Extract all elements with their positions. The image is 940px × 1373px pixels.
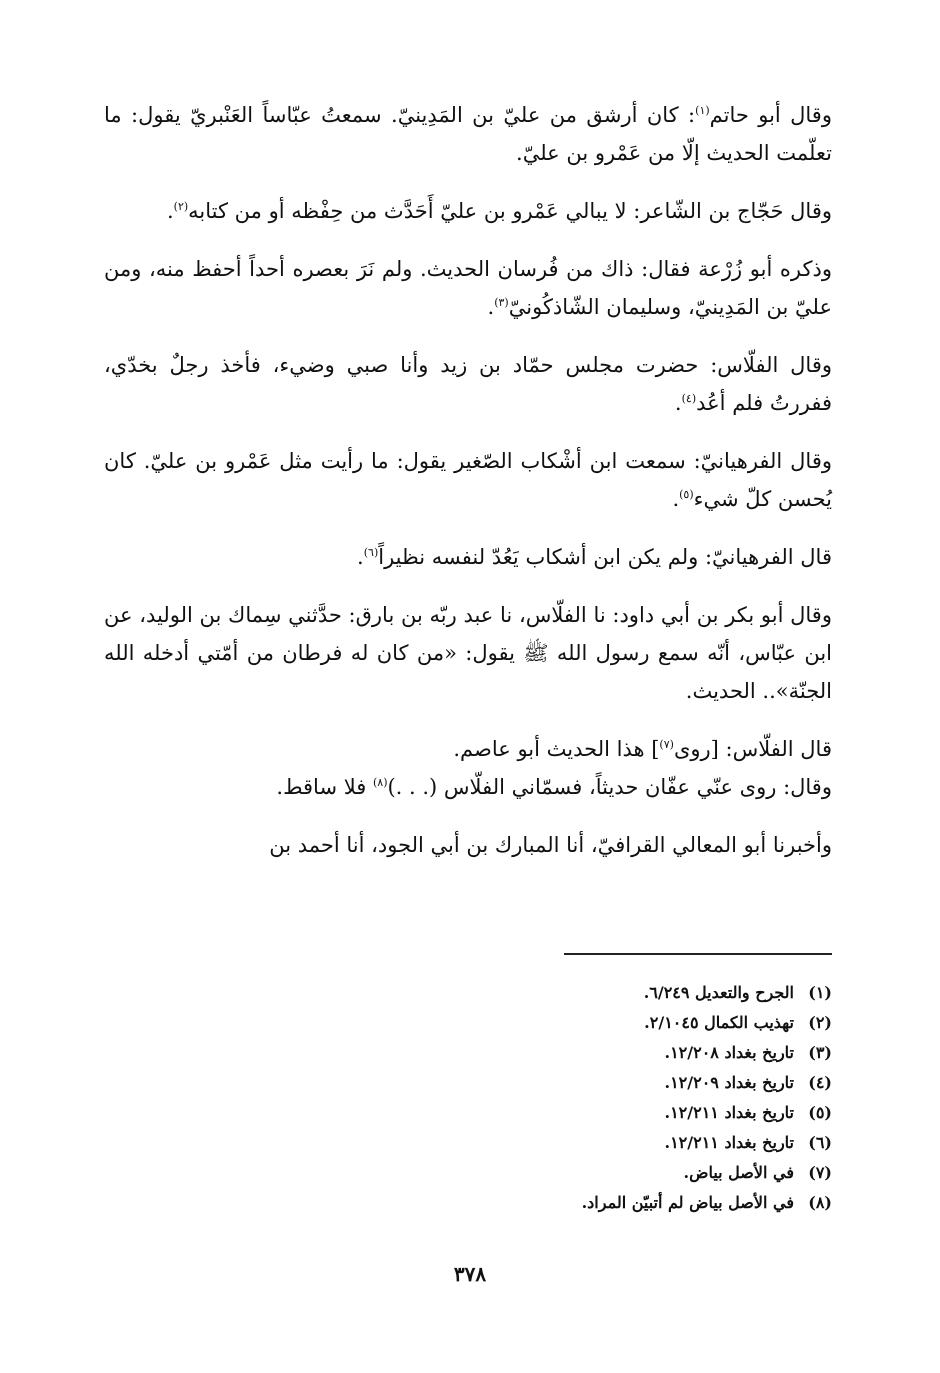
paragraph <box>104 538 832 576</box>
paragraph <box>104 192 832 230</box>
footnote-separator <box>564 953 832 955</box>
footnote-number: (٢) <box>808 1013 832 1032</box>
footnote-number: (٤) <box>808 1073 832 1092</box>
paragraph-text: . <box>674 391 682 415</box>
footnote-text: تاريخ بغداد ١٢/٢١١. <box>664 1103 794 1122</box>
paragraph-text: وقال أبو بكر بن أبي داود: نا الفلّاس، نا عبد ربّه بن بارق: حدَّثني سِماك بن الوليد، عن ابن عبّاس، أنّه سمع رسول الله ﷺ يقول: «من كان له فرطان من أمّتي أدخله الله الجنّة».. الحديث. <box>104 603 832 703</box>
footnote <box>412 1158 832 1188</box>
paragraph-text: وقال الفرهيانيّ: سمعت ابن أشْكاب الصّغير يقول: ما رأيت مثل عَمْرو بن عليّ. كان يُحسن كلّ شيء <box>104 449 832 511</box>
footnote <box>412 1128 832 1158</box>
paragraph-text: وقال أبو حاتم <box>709 103 832 127</box>
footnote-number: (١) <box>808 983 832 1002</box>
footnote-number: (٦) <box>808 1133 832 1152</box>
paragraph <box>104 768 832 806</box>
paragraph-text: : كان أرشق من عليّ بن المَدِينيّ. سمعتُ عبّاساً العَنْبريّ يقول: ما تعلّمت الحديث إلّا من عَمْرو بن عليّ. <box>104 103 832 165</box>
paragraph-text: وقال الفلّاس: حضرت مجلس حمّاد بن زيد وأنا صبي وضيء، فأخذ رجلٌ بخدّي، ففررتُ فلم أعُد <box>104 353 832 415</box>
footnote <box>412 1188 832 1218</box>
footnote-marker: (١) <box>695 104 710 117</box>
paragraph-text: قال الفلّاس: [روى <box>673 737 832 761</box>
paragraph <box>104 96 832 172</box>
footnote <box>412 1068 832 1098</box>
paragraph-text: قال الفرهيانيّ: ولم يكن ابن أشكاب يَعُدّ لنفسه نظيراً <box>378 545 832 569</box>
footnote-text: تاريخ بغداد ١٢/٢٠٩. <box>664 1073 794 1092</box>
footnote-marker: (٢) <box>173 200 189 213</box>
footnote-number: (٧) <box>808 1163 832 1182</box>
footnote-marker: (٨) <box>372 776 388 789</box>
paragraph-text: . <box>487 295 495 319</box>
footnote-text: في الأصل بياض لم أتبيّن المراد. <box>581 1193 794 1212</box>
paragraph-text: وأخبرنا أبو المعالي القرافيّ، أنا المبارك بن أبي الجود، أنا أحمد بن <box>269 833 832 857</box>
paragraph <box>104 346 832 422</box>
footnote-marker: (٧) <box>659 738 674 751</box>
footnotes <box>412 978 832 1218</box>
footnote-marker: (٦) <box>363 546 379 559</box>
paragraph <box>104 442 832 518</box>
page-number: ٣٧٨ <box>453 1262 487 1286</box>
footnote-marker: (٥) <box>679 488 694 501</box>
paragraph-text: فلا ساقط. <box>276 775 373 799</box>
footnote-number: (٥) <box>808 1103 832 1122</box>
footnote-text: تاريخ بغداد ١٢/٢١١. <box>664 1133 794 1152</box>
footnote-text: في الأصل بياض. <box>683 1163 794 1182</box>
footnote-marker: (٤) <box>681 392 697 405</box>
footnote <box>412 1098 832 1128</box>
paragraph-text: . <box>357 545 364 569</box>
paragraph <box>104 730 832 768</box>
footnote-text: الجرح والتعديل ٦/٢٤٩. <box>643 983 794 1002</box>
paragraph-text: ] هذا الحديث أبو عاصم. <box>453 737 660 761</box>
paragraph-text: . <box>672 487 680 511</box>
footnote <box>412 1008 832 1038</box>
paragraph <box>104 596 832 710</box>
footnote-text: تاريخ بغداد ١٢/٢٠٨. <box>664 1043 794 1062</box>
footnote-number: (٨) <box>808 1193 832 1212</box>
footnote <box>412 978 832 1008</box>
paragraph-text: وقال حَجّاج بن الشّاعر: لا يبالي عَمْرو بن عليّ أَحَدَّث من حِفْظه أو من كتابه <box>188 199 832 223</box>
paragraph-text: وذكره أبو زُرْعة فقال: ذاك من فُرسان الحديث. ولم نَرَ بعصره أحداً أحفظ منه، ومن عليّ بن المَدِينيّ، وسليمان الشّاذكُونيّ <box>104 257 832 319</box>
footnote-marker: (٣) <box>494 296 509 309</box>
main-text <box>104 96 832 884</box>
paragraph <box>104 826 832 864</box>
footnote-text: تهذيب الكمال ٢/١٠٤٥. <box>644 1013 794 1032</box>
footnote-number: (٣) <box>808 1043 832 1062</box>
paragraph-text: وقال: روى عنّي عفّان حديثاً، فسمّاني الفلّاس (. . .) <box>387 775 832 799</box>
paragraph <box>104 250 832 326</box>
paragraph-text: . <box>166 199 174 223</box>
footnote <box>412 1038 832 1068</box>
